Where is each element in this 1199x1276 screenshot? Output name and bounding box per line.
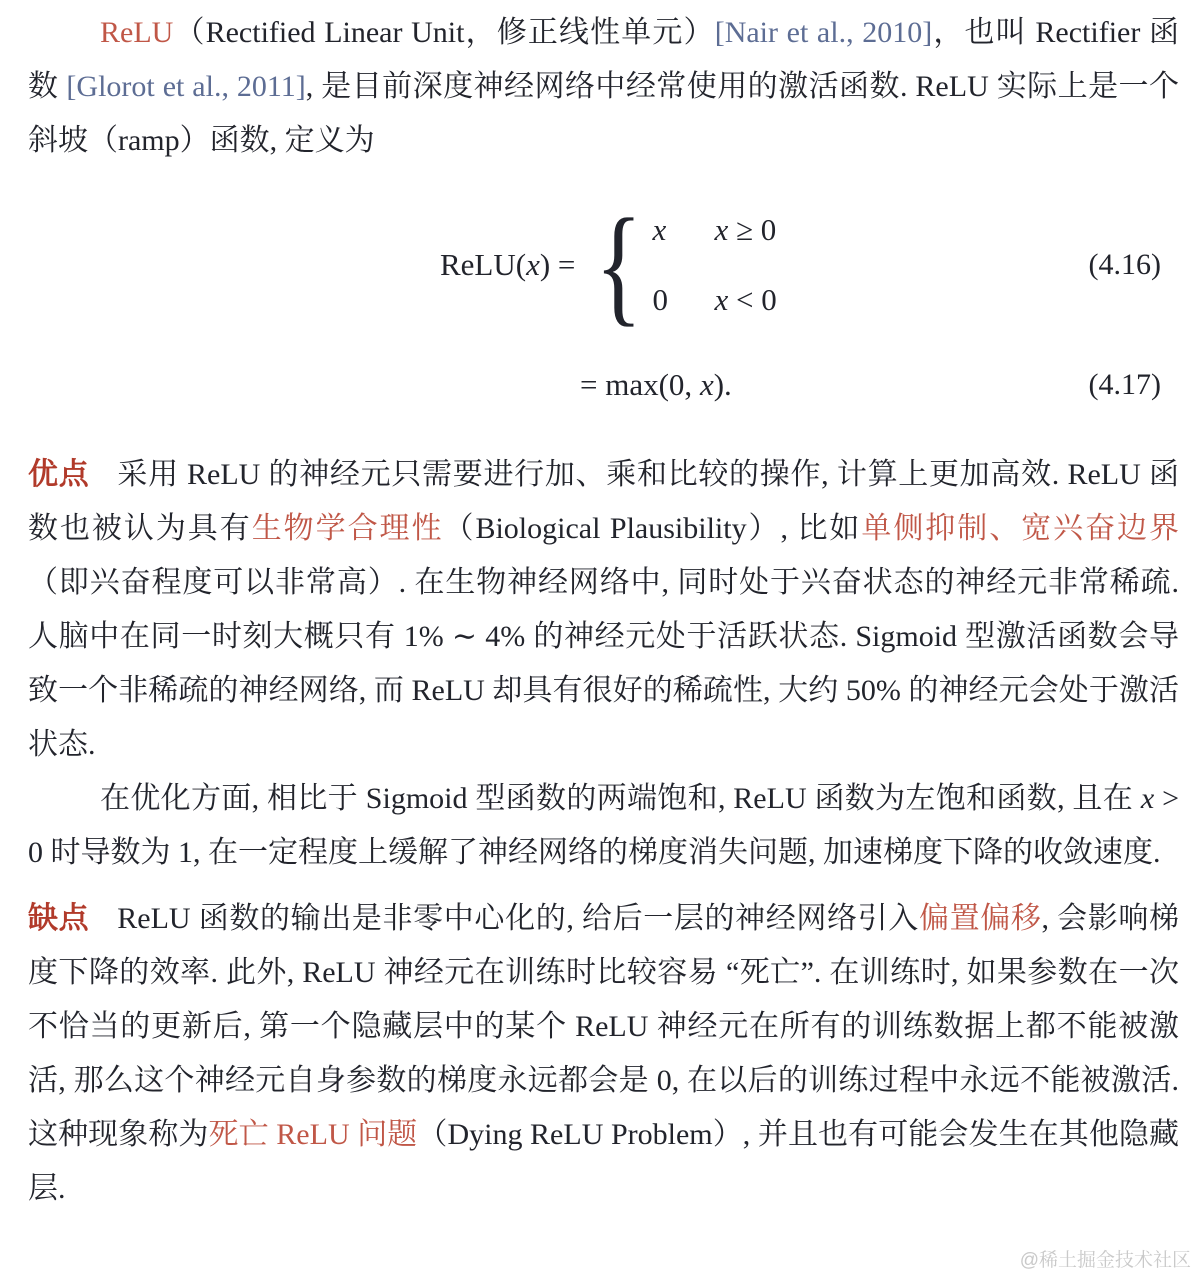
text-segment: 在优化方面, 相比于 Sigmoid 型函数的两端饱和, ReLU 函数为左饱和函数, 且在 <box>100 782 1141 815</box>
case-condition <box>715 202 777 258</box>
text-segment: （Dying ReLU Problem）, 并且也有可能会发生在其他隐藏层. <box>28 1118 1179 1205</box>
text-segment: （Biological Plausibility）, 比如 <box>443 512 862 545</box>
text-segment: = max(0, <box>580 367 700 402</box>
citation-glorot-2011[interactable]: [Glorot et al., 2011] <box>66 70 306 103</box>
text-segment: ) = <box>539 247 584 282</box>
keyword-biological-plausibility: 生物学合理性 <box>251 512 444 545</box>
intro-paragraph <box>28 6 1179 168</box>
keyword-bias-shift: 偏置偏移 <box>918 902 1042 935</box>
case-value <box>653 202 715 258</box>
text-segment: x <box>714 282 729 317</box>
text-segment: , 是目前深度神经网络中经常使用的激活函数. ReLU 实际上是一个斜坡（ramp）函数, 定义为 <box>28 70 1179 157</box>
equation-number-4-16: (4.16) <box>1088 248 1161 281</box>
advantages-paragraph <box>28 448 1179 772</box>
text-segment: x <box>526 247 540 282</box>
advantages-label: 优点 <box>28 458 90 491</box>
piecewise-cases <box>653 202 777 328</box>
text-segment: ). <box>713 367 732 402</box>
equation-lhs <box>440 247 583 283</box>
disadvantages-label: 缺点 <box>28 902 90 935</box>
optimization-paragraph <box>28 772 1179 880</box>
text-segment: x <box>699 367 714 402</box>
equation-max-body <box>580 367 732 402</box>
keyword-relu: ReLU <box>100 16 174 49</box>
text-segment: > 0 时导数为 1, 在一定程度上缓解了神经网络的梯度消失问题, 加速梯度下降的收敛速度. <box>28 782 1179 869</box>
text-segment: ReLU 函数的输出是非零中心化的, 给后一层的神经网络引入 <box>117 902 919 935</box>
text-segment: x <box>652 212 667 247</box>
equation-4-16 <box>28 186 1179 344</box>
keyword-one-side-suppression: 单侧抑制、宽兴奋边界 <box>861 512 1180 545</box>
text-segment: 0 <box>652 282 669 317</box>
disadvantages-paragraph <box>28 892 1179 1216</box>
equation-4-17 <box>28 358 1179 412</box>
text-segment: （即兴奋程度可以非常高）. 在生物神经网络中, 同时处于兴奋状态的神经元非常稀疏. 人脑中在同一时刻大概只有 1% ∼ 4% 的神经元处于活跃状态. Sigmoid 型激活函数会导致一个非稀疏的神经网络, 而 ReLU 却具有很好的稀疏性, 大约 50% 的神经元会处于激活状态. <box>28 566 1179 761</box>
text-segment: ReLU( <box>440 247 527 282</box>
text-segment: x <box>714 212 729 247</box>
equation-number-4-17: (4.17) <box>1088 368 1161 401</box>
curly-brace: { <box>595 191 643 338</box>
piecewise-case-row <box>653 202 777 258</box>
watermark: @稀土掘金技术社区 <box>1019 1250 1191 1271</box>
text-segment: x <box>1140 782 1155 815</box>
text-segment: ≥ 0 <box>728 212 777 247</box>
case-condition <box>715 272 777 328</box>
text-segment: ，也叫 Rectifier 函数 <box>28 16 1179 103</box>
text-segment: , 会影响梯度下降的效率. 此外, ReLU 神经元在训练时比较容易 “死亡”. 在训练时, 如果参数在一次不恰当的更新后, 第一个隐藏层中的某个 ReLU 神经元在所有的训练数据上都不能被激活, 那么这个神经元自身参数的梯度永远都会是 0, 在以后的训练过程中永远不能被激活. 这种现象称为 <box>28 902 1180 1151</box>
keyword-dying-relu: 死亡 ReLU 问题 <box>208 1118 418 1151</box>
text-segment: 采用 ReLU 的神经元只需要进行加、乘和比较的操作, 计算上更加高效. ReLU 函数也被认为具有 <box>28 458 1179 545</box>
piecewise-case-row <box>653 272 777 328</box>
text-segment: （Rectified Linear Unit，修正线性单元） <box>173 16 715 49</box>
text-segment: < 0 <box>728 282 777 317</box>
case-value <box>653 272 715 328</box>
citation-nair-2010[interactable]: [Nair et al., 2010] <box>714 16 933 49</box>
